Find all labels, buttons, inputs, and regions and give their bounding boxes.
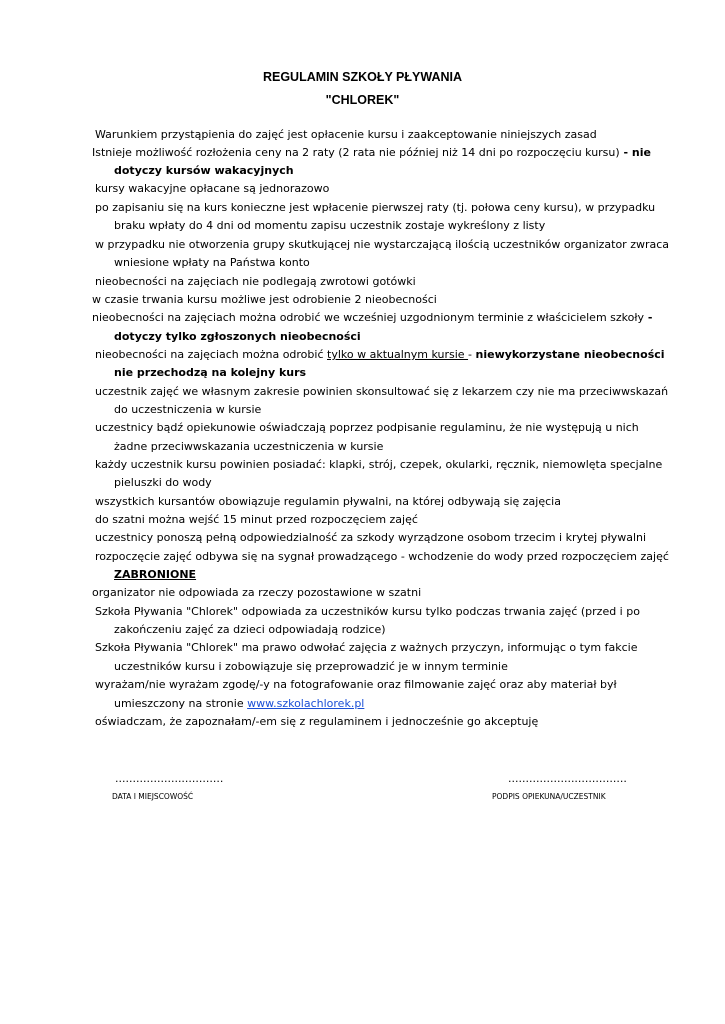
- rule-2: [92, 146, 651, 160]
- website-link[interactable]: www.szkolachlorek.pl: [247, 697, 365, 710]
- rule-7: w czasie trwania kursu możliwe jest odrobienie 2 nieobecności: [92, 293, 437, 306]
- rule-2-continued: dotyczy kursów wakacyjnych: [114, 164, 294, 177]
- rule-3: kursy wakacyjne opłacane są jednorazowo: [95, 182, 330, 195]
- rule-19-continued: uczestników kursu i zobowiązuje się przeprowadzić je w innym terminie: [114, 660, 508, 673]
- rule-2-text: Istnieje możliwość rozłożenia ceny na 2 raty (2 rata nie później niż 14 dni po rozpoczęciu kursu): [92, 146, 620, 159]
- rule-16-forbidden: ZABRONIONE: [114, 568, 197, 581]
- rule-16: rozpoczęcie zajęć odbywa się na sygnał prowadzącego - wchodzenie do wody przed rozpoczęciem zajęć: [95, 550, 669, 563]
- rule-8-text: nieobecności na zajęciach można odrobić we wcześniej uzgodnionym terminie z właścicielem szkoły: [92, 311, 645, 324]
- rule-10: uczestnik zajęć we własnym zakresie powinien skonsultować się z lekarzem czy nie ma przeciwwskazań: [95, 385, 669, 398]
- rule-8-bold: -: [644, 311, 653, 324]
- rule-5: w przypadku nie otworzenia grupy skutkującej nie wystarczającą ilością uczestników organizator zwraca: [95, 238, 670, 251]
- rule-12-continued: pieluszki do wody: [114, 476, 212, 489]
- date-place-caption: DATA I MIEJSCOWOŚĆ: [112, 792, 194, 801]
- rule-15: uczestnicy ponoszą pełną odpowiedzialność za szkody wyrządzone osobom trzecim i krytej pływalni: [95, 531, 647, 544]
- rule-9-continued: nie przechodzą na kolejny kurs: [114, 366, 307, 379]
- rule-1: Warunkiem przystąpienia do zajęć jest opłacenie kursu i zaakceptowanie niniejszych zasad: [95, 128, 597, 141]
- rule-9: [95, 348, 665, 362]
- date-place-line: ...............................: [115, 772, 224, 785]
- rule-17: organizator nie odpowiada za rzeczy pozostawione w szatni: [92, 586, 422, 599]
- rule-9-underlined: tylko w aktualnym kursie: [327, 348, 469, 361]
- rule-20-continued: [114, 697, 364, 711]
- document-title: REGULAMIN SZKOŁY PŁYWANIA: [262, 70, 463, 84]
- rule-11-continued: żadne przeciwwskazania uczestniczenia w kursie: [114, 440, 384, 453]
- rule-20-text: umieszczony na stronie: [114, 697, 248, 710]
- rule-9-bold: niewykorzystane nieobecności: [475, 348, 665, 361]
- rule-11: uczestnicy bądź opiekunowie oświadczają poprzez podpisanie regulaminu, że nie występują u nich: [95, 421, 639, 434]
- rule-19: Szkoła Pływania "Chlorek" ma prawo odwołać zajęcia z ważnych przyczyn, informując o tym fakcie: [95, 641, 638, 654]
- rule-6: nieobecności na zajęciach nie podlegają zwrotowi gotówki: [95, 275, 416, 288]
- rule-4: po zapisaniu się na kurs konieczne jest wpłacenie pierwszej raty (tj. połowa ceny kursu), w przypadku: [95, 201, 656, 214]
- document-subtitle: "CHLOREK": [325, 93, 400, 107]
- rule-18-continued: zakończeniu zajęć za dzieci odpowiadają rodzice): [114, 623, 386, 636]
- rule-9-dash: -: [468, 348, 476, 361]
- rule-5-continued: wniesione wpłaty na Państwa konto: [114, 256, 310, 269]
- rule-12: każdy uczestnik kursu powinien posiadać: klapki, strój, czepek, okularki, ręcznik, niemowlęta specjalne: [95, 458, 663, 471]
- rule-9-text: nieobecności na zajęciach można odrobić: [95, 348, 327, 361]
- rule-20: wyrażam/nie wyrażam zgodę/-y na fotografowanie oraz filmowanie zajęć oraz aby materiał był: [95, 678, 617, 691]
- rule-14: do szatni można wejść 15 minut przed rozpoczęciem zajęć: [95, 513, 418, 526]
- signature-caption: PODPIS OPIEKUNA/UCZESTNIK: [492, 792, 606, 801]
- rule-10-continued: do uczestniczenia w kursie: [114, 403, 262, 416]
- rule-18: Szkoła Pływania "Chlorek" odpowiada za uczestników kursu tylko podczas trwania zajęć (przed i po: [95, 605, 640, 618]
- rule-8-continued: dotyczy tylko zgłoszonych nieobecności: [114, 330, 361, 343]
- signature-line: ..................................: [508, 772, 627, 785]
- rule-2-bold: - nie: [619, 146, 651, 159]
- rule-8: [92, 311, 652, 325]
- rule-13: wszystkich kursantów obowiązuje regulamin pływalni, na której odbywają się zajęcia: [95, 495, 561, 508]
- rule-21: oświadczam, że zapoznałam/-em się z regulaminem i jednocześnie go akceptuję: [95, 715, 539, 728]
- rule-4-continued: braku wpłaty do 4 dni od momentu zapisu uczestnik zostaje wykreślony z listy: [114, 219, 546, 232]
